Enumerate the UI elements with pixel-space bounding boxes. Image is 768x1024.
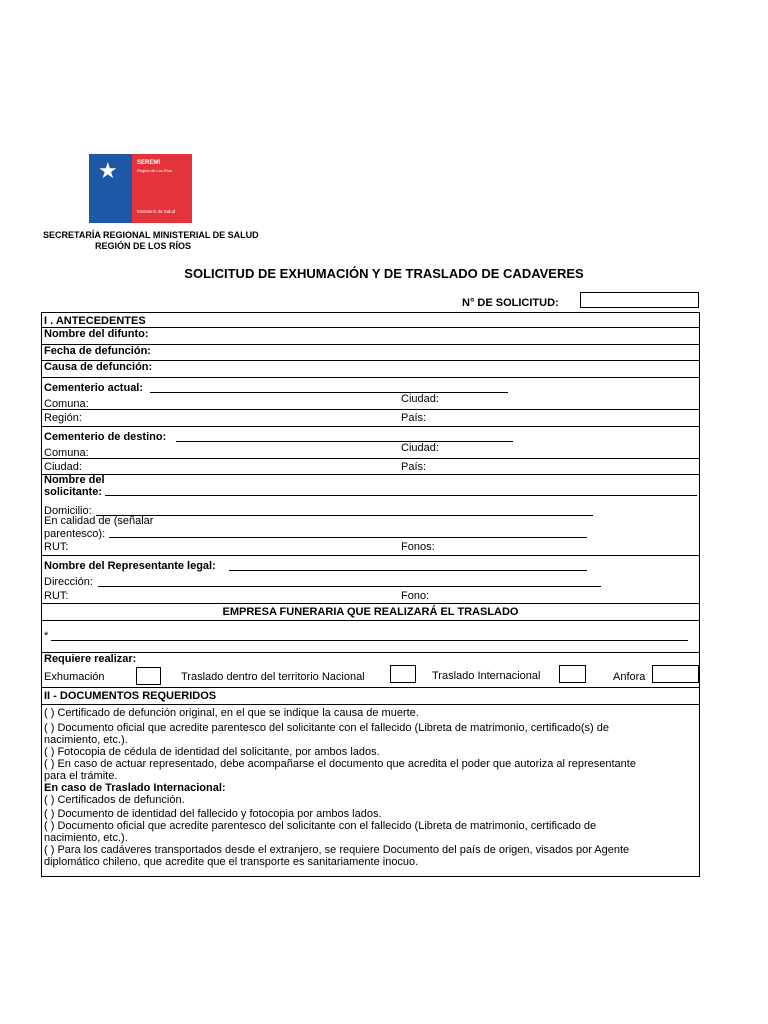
comuna-label: Comuna: bbox=[44, 398, 89, 410]
traslado-nacional-label: Traslado dentro del territorio Nacional bbox=[181, 671, 365, 683]
doc-item: ( ) En caso de actuar representado, debe acompañarse el documento que acredita el poder que autoriza al representante bbox=[44, 758, 636, 770]
ciudad-label: Ciudad: bbox=[44, 461, 82, 473]
representante-label: Nombre del Representante legal: bbox=[44, 560, 216, 572]
domicilio-label: Domicilio: bbox=[44, 505, 92, 517]
region-label: Región: bbox=[44, 412, 82, 424]
section2-heading: II - DOCUMENTOS REQUERIDOS bbox=[44, 690, 217, 702]
anfora-checkbox[interactable] bbox=[652, 665, 699, 683]
divider bbox=[41, 687, 700, 688]
doc-item-cont: para el trámite. bbox=[44, 770, 118, 782]
star-icon: ★ bbox=[98, 158, 118, 183]
ciudad-label: Ciudad: bbox=[401, 442, 439, 454]
intl-item-cont: diplomático chileno, que acredite que el transporte es sanitariamente inocuo. bbox=[44, 856, 419, 868]
representante-line[interactable] bbox=[229, 560, 587, 571]
pais-label: País: bbox=[401, 412, 427, 424]
asterisk: * bbox=[44, 630, 49, 642]
cementerio-destino-line[interactable] bbox=[176, 431, 513, 442]
doc-item: ( ) Fotocopia de cédula de identidad del solicitante, por ambos lados. bbox=[44, 746, 380, 758]
fono-label: Fono: bbox=[401, 590, 430, 602]
rut-label: RUT: bbox=[44, 590, 69, 602]
nombre-difunto-label: Nombre del difunto: bbox=[44, 328, 149, 340]
direccion-label: Dirección: bbox=[44, 576, 93, 588]
divider bbox=[41, 409, 700, 410]
requiere-label: Requiere realizar: bbox=[44, 653, 137, 665]
divider bbox=[41, 474, 700, 475]
section1-heading: I . ANTECEDENTES bbox=[44, 315, 146, 327]
intl-item-cont: nacimiento, etc.). bbox=[44, 832, 128, 844]
cementerio-actual-label: Cementerio actual: bbox=[44, 382, 144, 394]
intl-item: ( ) Documento de identidad del fallecido y fotocopia por ambos lados. bbox=[44, 808, 382, 820]
doc-item: ( ) Documento oficial que acredite parentesco del solicitante con el fallecido (Libreta de matrimonio, certificado(s) de bbox=[44, 722, 609, 734]
header-line1: SECRETARÍA REGIONAL MINISTERIAL DE SALUD bbox=[43, 230, 259, 240]
logo-brand: SEREMI bbox=[137, 160, 161, 166]
logo-region: Región de Los Ríos bbox=[137, 168, 173, 173]
nombre-solicitante-label-2: solicitante: bbox=[44, 486, 103, 498]
anfora-label: Anfora bbox=[613, 671, 646, 683]
divider bbox=[41, 426, 700, 427]
traslado-internacional-checkbox[interactable] bbox=[559, 665, 586, 683]
ciudad-label: Ciudad: bbox=[401, 393, 439, 405]
intl-heading: En caso de Traslado Internacional: bbox=[44, 782, 226, 794]
comuna-label: Comuna: bbox=[44, 447, 89, 459]
doc-item-cont: nacimiento, etc.). bbox=[44, 734, 128, 746]
divider bbox=[41, 555, 700, 556]
intl-item: ( ) Certificados de defunción. bbox=[44, 794, 185, 806]
domicilio-line[interactable] bbox=[96, 505, 593, 516]
fecha-defuncion-label: Fecha de defunción: bbox=[44, 345, 151, 357]
empresa-heading: EMPRESA FUNERARIA QUE REALIZARÁ EL TRASLADO bbox=[222, 606, 519, 618]
cementerio-actual-line[interactable] bbox=[150, 382, 508, 393]
pais-label: País: bbox=[401, 461, 427, 473]
divider bbox=[41, 704, 700, 705]
seremi-logo bbox=[89, 154, 192, 223]
page-title: SOLICITUD DE EXHUMACIÓN Y DE TRASLADO DE CADAVERES bbox=[184, 266, 584, 281]
calidad-line[interactable] bbox=[109, 527, 587, 538]
empresa-line[interactable] bbox=[51, 630, 688, 641]
solicitud-label: N° DE SOLICITUD: bbox=[462, 297, 559, 309]
nombre-solicitante-label: Nombre del bbox=[44, 474, 105, 486]
intl-item: ( ) Documento oficial que acredite parentesco del solicitante con el fallecido (Libreta de matrimonio, certificado de bbox=[44, 820, 597, 832]
divider bbox=[41, 458, 700, 459]
cementerio-destino-label: Cementerio de destino: bbox=[44, 431, 167, 443]
logo-ministry: Ministerio de Salud bbox=[137, 209, 176, 214]
nombre-solicitante-line[interactable] bbox=[105, 485, 697, 496]
divider bbox=[41, 620, 700, 621]
divider bbox=[41, 377, 700, 378]
divider bbox=[41, 603, 700, 604]
exhumacion-label: Exhumación bbox=[44, 671, 105, 683]
exhumacion-checkbox[interactable] bbox=[136, 667, 161, 685]
rut-label: RUT: bbox=[44, 541, 69, 553]
divider bbox=[41, 652, 700, 653]
doc-item: ( ) Certificado de defunción original, en el que se indique la causa de muerte. bbox=[44, 707, 419, 719]
traslado-nacional-checkbox[interactable] bbox=[390, 665, 416, 683]
direccion-line[interactable] bbox=[98, 576, 601, 587]
header-line2: REGIÓN DE LOS RÍOS bbox=[95, 241, 192, 251]
traslado-internacional-label: Traslado Internacional bbox=[432, 670, 541, 682]
fonos-label: Fonos: bbox=[401, 541, 435, 553]
calidad-label: En calidad de (señalar bbox=[44, 515, 154, 527]
calidad-label-2: parentesco): bbox=[44, 528, 106, 540]
solicitud-number-field[interactable] bbox=[580, 292, 699, 308]
causa-defuncion-label: Causa de defunción: bbox=[44, 361, 153, 373]
intl-item: ( ) Para los cadáveres transportados desde el extranjero, se requiere Documento del país de origen, visados por Agente bbox=[44, 844, 630, 856]
